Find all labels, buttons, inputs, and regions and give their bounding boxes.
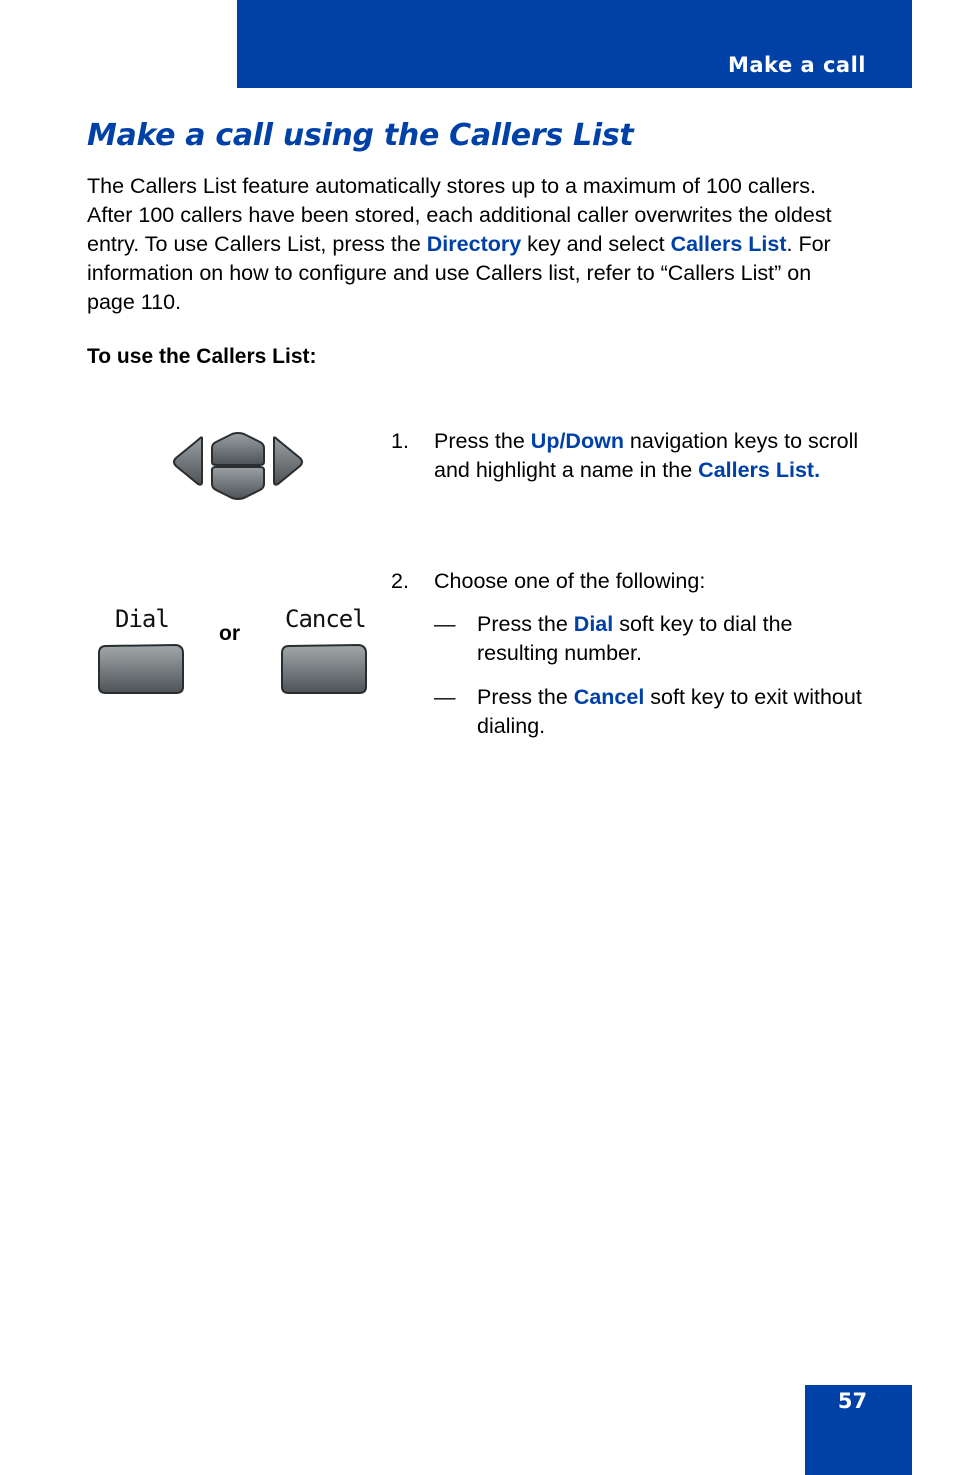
option-1-text	[477, 610, 862, 668]
keyword-directory: Directory	[426, 232, 522, 256]
step-2-text: Choose one of the following:	[434, 569, 706, 593]
right-key	[274, 437, 302, 484]
keyword-dial: Dial	[573, 612, 614, 636]
header-title: Make a call	[727, 53, 866, 77]
dial-soft-key-icon	[96, 643, 186, 695]
option-1-text-a: Press the	[477, 612, 574, 636]
option-2-text-a: Press the	[477, 685, 574, 709]
option-2-dash: —	[434, 685, 456, 709]
or-label: or	[219, 622, 240, 645]
step-2-number: 2.	[391, 569, 409, 593]
down-key	[212, 467, 264, 499]
option-1-text-b: soft key to dial the resulting number.	[477, 612, 793, 665]
option-1-dash: —	[434, 612, 456, 636]
left-key	[174, 437, 202, 484]
option-2-text-b: soft key to exit without dialing.	[477, 685, 862, 738]
step-1-text	[434, 427, 864, 485]
keyword-up-down: Up/Down	[530, 429, 624, 453]
page-number-band	[805, 1385, 912, 1475]
dial-lcd-label: Dial	[115, 605, 169, 633]
page-number: 57	[837, 1389, 868, 1413]
page-title: Make a call using the Callers List	[87, 118, 634, 153]
keyword-callers-list-step: Callers List.	[698, 458, 821, 482]
intro-text-3: . For information on how to configure and use Callers list, refer to “Callers List” on page 110.	[87, 232, 831, 314]
cancel-lcd-label: Cancel	[285, 605, 366, 633]
option-2-text	[477, 683, 862, 741]
intro-text-2: key and select	[521, 232, 671, 256]
keyword-callers-list: Callers List	[670, 232, 787, 256]
cancel-soft-key-icon	[279, 643, 369, 695]
intro-text-1: The Callers List feature automatically stores up to a maximum of 100 callers. After 100 callers have been stored, each additional caller overwrites the oldest entry. To use Callers List, press the	[87, 174, 832, 256]
keyword-cancel: Cancel	[573, 685, 645, 709]
header-band	[237, 0, 912, 88]
step-1-number: 1.	[391, 429, 409, 453]
intro-paragraph	[87, 172, 847, 317]
step-1-text-a: Press the	[434, 429, 531, 453]
step-1-text-b: navigation keys to scroll and highlight a name in the	[434, 429, 859, 482]
procedure-heading: To use the Callers List:	[87, 345, 317, 368]
navigation-keys-icon	[170, 432, 308, 500]
up-key	[212, 433, 264, 465]
